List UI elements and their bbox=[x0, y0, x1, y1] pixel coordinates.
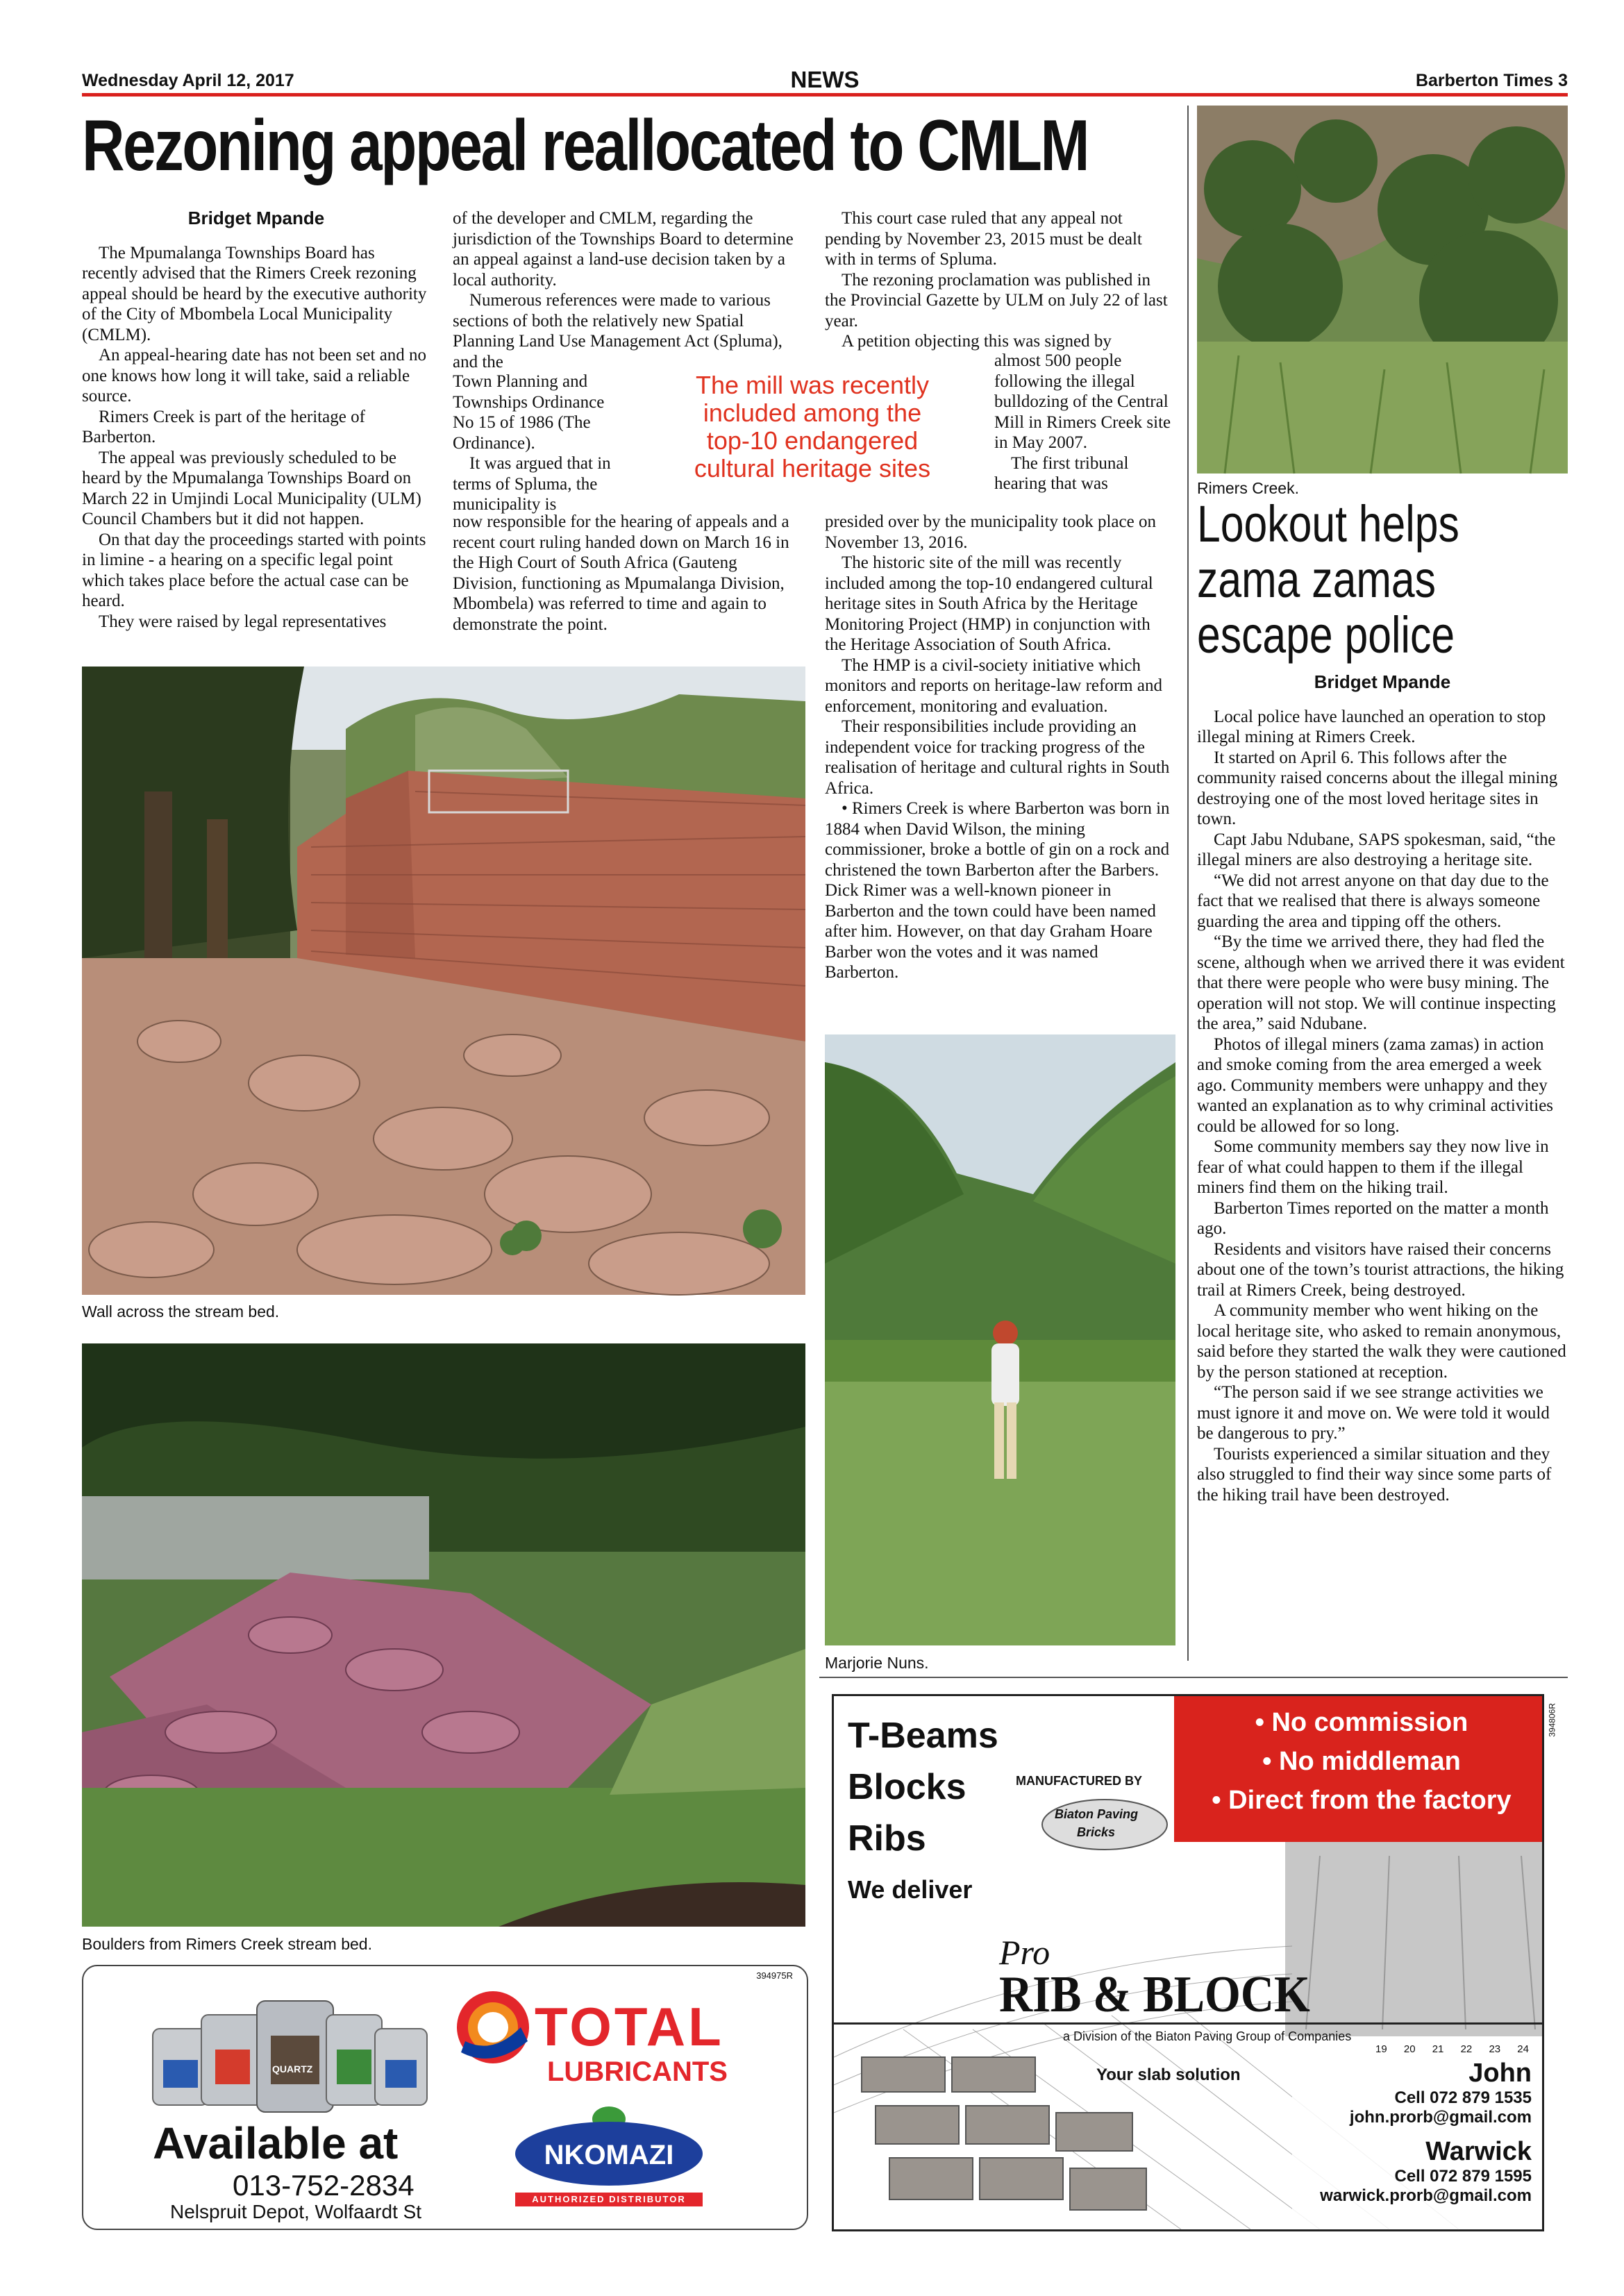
main-column-2-narrow bbox=[453, 371, 619, 515]
pull-quote-line: cultural heritage sites bbox=[694, 454, 931, 483]
slogan: Your slab solution bbox=[1096, 2065, 1241, 2084]
contact-cell: Cell 072 879 1595 bbox=[1394, 2167, 1532, 2186]
pull-quote bbox=[667, 371, 958, 483]
photo-boulders bbox=[82, 1343, 805, 1927]
paragraph: It started on April 6. This follows after the community raised concerns about the illegal mining destroying one of the most loved heritage sites in town. bbox=[1197, 748, 1558, 828]
paragraph: now responsible for the hearing of appeals and a recent court ruling handed down on March 16 in the High Court of South Africa (Gauteng Division, functioning as Mpumalanga Division, Mbombela) was referred to time and again to demonstrate the point. bbox=[453, 512, 789, 634]
rimers-photo-image bbox=[1197, 106, 1568, 474]
dealer-sub: AUTHORIZED DISTRIBUTOR bbox=[532, 2194, 686, 2204]
paragraph: A petition objecting this was signed by bbox=[842, 332, 1112, 351]
contact-email[interactable]: john.prorb@gmail.com bbox=[1349, 2108, 1532, 2127]
main-column-3-narrow bbox=[994, 351, 1175, 494]
header-rule bbox=[82, 93, 1568, 97]
paragraph: The rezoning proclamation was published in the Provincial Gazette by ULM on July 22 of last year. bbox=[825, 270, 1168, 330]
paragraph: • Rimers Creek is where Barberton was born in 1884 when David Wilson, the mining commissioner, broke a bottle of gin on a rock and christened the town Barberton after the Barbers. Dick Rimer was a well-known pioneer in Barberton and the town could have been named after him. However, on that day Graham Hoare Barber won the votes and it was named Barberton. bbox=[825, 799, 1170, 982]
ruler-tick: 22 bbox=[1460, 2043, 1473, 2055]
page-header bbox=[82, 67, 1568, 94]
total-brand: TOTAL bbox=[535, 1996, 724, 2057]
boulders-photo-image bbox=[82, 1343, 805, 1927]
ruler-tick: 23 bbox=[1489, 2043, 1501, 2055]
column-divider bbox=[1187, 106, 1189, 1661]
paragraph: The first tribunal hearing that was bbox=[994, 453, 1129, 493]
ruler-tick: 20 bbox=[1403, 2043, 1416, 2055]
paragraph: The historic site of the mill was recently included among the top-10 endangered cultural heritage sites in South Africa by the Heritage Monitoring Project (HMP) in conjunction with the Heritage Association of South Africa. bbox=[825, 553, 1153, 654]
product-item: Ribs bbox=[848, 1818, 926, 1859]
bullet-item: • Direct from the factory bbox=[1212, 1786, 1512, 1815]
oil-bottles-image bbox=[146, 1994, 437, 2119]
photo-marjorie-nuns bbox=[825, 1034, 1175, 1645]
paragraph: A community member who went hiking on the local heritage site, who asked to remain anonymous, said before they started the walk they were cautioned by the person stationed at reception. bbox=[1197, 1301, 1566, 1382]
pull-quote-line: included among the bbox=[703, 399, 922, 427]
product-item: Blocks bbox=[848, 1767, 966, 1807]
issue-date: Wednesday April 12, 2017 bbox=[82, 71, 294, 90]
contact-name: Warwick bbox=[1425, 2137, 1532, 2166]
paragraph: Barberton Times reported on the matter a month ago. bbox=[1197, 1198, 1549, 1238]
ad-phone: 013-752-2834 bbox=[233, 2169, 415, 2202]
rib-block-name: RIB & BLOCK bbox=[999, 1966, 1310, 2023]
paragraph: presided over by the municipality took place on November 13, 2016. bbox=[825, 512, 1156, 552]
bullet-item: • No commission bbox=[1255, 1708, 1468, 1737]
manufactured-by: MANUFACTURED BY bbox=[1016, 1774, 1142, 1788]
ad-rib-and-block bbox=[832, 1694, 1557, 2231]
section-name: NEWS bbox=[790, 67, 860, 92]
maker-line: Biaton Paving bbox=[1055, 1807, 1139, 1821]
ruler bbox=[1375, 2043, 1529, 2055]
caption-boulders: Boulders from Rimers Creek stream bed. bbox=[82, 1935, 372, 1953]
dealer-name: NKOMAZI bbox=[544, 2140, 674, 2170]
paragraph: Rimers Creek is part of the heritage of Barberton. bbox=[82, 407, 365, 446]
ruler-tick: 19 bbox=[1375, 2043, 1387, 2055]
pull-quote-line: top-10 endangered bbox=[706, 426, 919, 455]
caption-wall: Wall across the stream bed. bbox=[82, 1302, 280, 1321]
ad-total-lubricants bbox=[82, 1965, 808, 2230]
side-headline bbox=[1197, 496, 1501, 663]
maker-line: Bricks bbox=[1077, 1825, 1116, 1839]
division-line: a Division of the Biaton Paving Group of Companies bbox=[1063, 2029, 1352, 2043]
side-headline-line: zama zamas bbox=[1197, 551, 1436, 608]
paragraph: An appeal-hearing date has not been set and no one knows how long it will take, said a reliable source. bbox=[82, 346, 427, 405]
product-item: T-Beams bbox=[848, 1716, 998, 1756]
main-column-3 bbox=[825, 208, 1175, 352]
ad-code: 394975R bbox=[756, 1970, 793, 1981]
ruler-tick: 24 bbox=[1517, 2043, 1529, 2055]
paragraph: Residents and visitors have raised their concerns about one of the town’s tourist attractions, the hiking trail at Rimers Creek, being destroyed. bbox=[1197, 1239, 1564, 1300]
paragraph: “We did not arrest anyone on that day due to the fact that we realised that there is always someone guarding the area and tipping off the others. bbox=[1197, 871, 1549, 931]
paragraph: It was argued that in terms of Spluma, the municipality is bbox=[453, 454, 611, 514]
paragraph: The HMP is a civil-society initiative which monitors and reports on heritage-law reform and enforcement, monitoring and evaluation. bbox=[825, 655, 1162, 716]
paragraph: Photos of illegal miners (zama zamas) in action and smoke coming from the area emerged a week ago. Community members were unhappy and they wanted an explanation as to why criminal activities could be allowed for so long. bbox=[1197, 1034, 1554, 1136]
contact-cell: Cell 072 879 1535 bbox=[1394, 2088, 1532, 2107]
biaton-logo-icon bbox=[1035, 1793, 1174, 1856]
main-column-2 bbox=[453, 208, 805, 372]
contact-name: John bbox=[1468, 2059, 1532, 2088]
paragraph: On that day the proceedings started with points in limine - a hearing on a specific legal point which takes place before the actual case can be heard. bbox=[82, 530, 426, 610]
paragraph: “By the time we arrived there, they had fled the scene, although when we arrived there it was evident that there were people who were busy mining. The operation will not stop. We will continue inspecting the area,” said Ndubane. bbox=[1197, 932, 1565, 1033]
paragraph: This court case ruled that any appeal not pending by November 23, 2015 must be dealt with in terms of Spluma. bbox=[825, 209, 1142, 269]
bullet-list bbox=[1181, 1703, 1542, 1820]
wall-photo-image bbox=[82, 667, 805, 1295]
side-headline-line: escape police bbox=[1197, 606, 1455, 664]
total-logo-icon bbox=[451, 1986, 535, 2069]
ruler-tick: 21 bbox=[1432, 2043, 1444, 2055]
caption-marjorie: Marjorie Nuns. bbox=[825, 1654, 929, 1672]
pro-label: Pro bbox=[999, 1933, 1050, 1972]
side-byline: Bridget Mpande bbox=[1314, 671, 1451, 692]
ad-divider bbox=[819, 1677, 1568, 1678]
paragraph: almost 500 people following the illegal bulldozing of the Central Mill in Rimers Creek site in May 2007. bbox=[994, 351, 1171, 452]
paragraph: Some community members say they now live in fear of what could happen to them if the illegal miners find them on the hiking trail. bbox=[1197, 1137, 1549, 1197]
paragraph: The appeal was previously scheduled to be heard by the Mpumalanga Townships Board on March 22 in Umjindi Local Municipality (ULM) Council Chambers but it did not happen. bbox=[82, 448, 421, 528]
total-brand-sub: LUBRICANTS bbox=[547, 2056, 728, 2087]
page-number: Barberton Times 3 bbox=[1415, 71, 1568, 90]
available-at: Available at bbox=[153, 2118, 399, 2168]
ad-address: Nelspruit Depot, Wolfaardt St bbox=[170, 2201, 422, 2222]
paragraph: Town Planning and Townships Ordinance No 15 of 1986 (The Ordinance). bbox=[453, 372, 605, 453]
paragraph: Local police have launched an operation to stop illegal mining at Rimers Creek. bbox=[1197, 707, 1546, 746]
side-column-text bbox=[1197, 672, 1568, 1505]
contact-email[interactable]: warwick.prorb@gmail.com bbox=[1320, 2186, 1532, 2205]
ad-code: 394806R bbox=[1548, 1703, 1557, 1737]
bullet-item: • No middleman bbox=[1262, 1747, 1461, 1776]
paragraph: of the developer and CMLM, regarding the jurisdiction of the Townships Board to determine an appeal against a land-use decision taken by a local authority. bbox=[453, 209, 794, 290]
paragraph: The Mpumalanga Townships Board has recently advised that the Rimers Creek rezoning appeal should be heard by the executive authority of the City of Mbombela Local Municipality (CMLM). bbox=[82, 243, 427, 344]
paragraph: “The person said if we see strange activities we must ignore it and move on. We were told it would be dangerous to pry.” bbox=[1197, 1383, 1550, 1443]
photo-rimers-creek bbox=[1197, 106, 1568, 474]
main-headline: Rezoning appeal reallocated to CMLM bbox=[82, 106, 1089, 186]
product-list bbox=[848, 1710, 998, 1864]
marjorie-photo-image bbox=[825, 1034, 1175, 1645]
main-byline: Bridget Mpande bbox=[187, 208, 325, 228]
paragraph: Their responsibilities include providing an independent voice for tracking progress of the realisation of heritage and cultural rights in South Africa. bbox=[825, 717, 1170, 798]
paragraph: Numerous references were made to various sections of both the relatively new Spatial Planning Land Use Management Act (Spluma), and the bbox=[453, 291, 782, 371]
photo-wall-stream-bed bbox=[82, 667, 805, 1295]
main-column-3-bottom bbox=[825, 512, 1175, 983]
main-column-1 bbox=[82, 208, 430, 632]
caption-rimers: Rimers Creek. bbox=[1197, 479, 1299, 497]
paragraph: Capt Jabu Ndubane, SAPS spokesman, said, “the illegal miners are also destroying a heritage site. bbox=[1197, 830, 1556, 869]
side-headline-line: Lookout helps bbox=[1197, 495, 1459, 553]
we-deliver: We deliver bbox=[848, 1875, 973, 1904]
paragraph: They were raised by legal representatives bbox=[99, 612, 387, 631]
main-column-2-bottom bbox=[453, 512, 805, 635]
pull-quote-line: The mill was recently bbox=[695, 371, 930, 399]
paragraph: Tourists experienced a similar situation and they also struggled to find their way since some parts of the hiking trail have been destroyed. bbox=[1197, 1444, 1552, 1505]
contact-block bbox=[1292, 2059, 1532, 2206]
bottle-label: QUARTZ bbox=[272, 2063, 313, 2075]
